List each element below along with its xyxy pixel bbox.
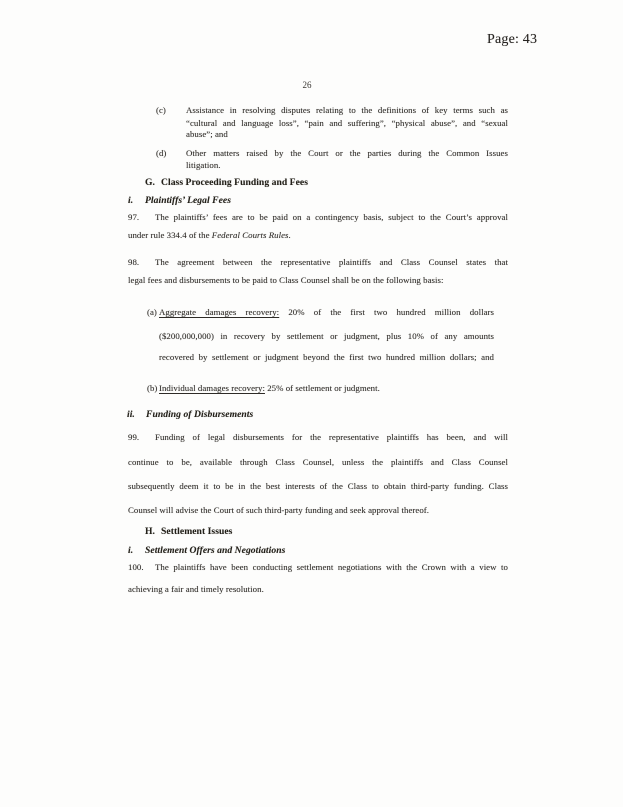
heading-h-title: Settlement Issues — [161, 526, 233, 537]
text-run: 20% of the first two hundred million dollars — [279, 307, 495, 317]
para-97-line-2 — [128, 229, 508, 242]
para-99-line-2: continue to be, available through Class Counsel, unless the plaintiffs and Class Counsel — [128, 457, 508, 467]
para-99-number: 99. — [128, 432, 140, 442]
heading-i1-label: i. — [128, 195, 134, 206]
item-b-marker: (b) — [147, 383, 158, 393]
item-c-line-1: Assistance in resolving disputes relating to the definitions of key terms such as — [186, 105, 508, 115]
underlined-text-run: Individual damages recovery: — [159, 383, 265, 393]
doc-page-number: 26 — [302, 80, 312, 90]
para-97-number: 97. — [128, 212, 140, 222]
heading-g-label: G. — [145, 177, 155, 188]
para-100-line-2: achieving a fair and timely resolution. — [128, 584, 264, 594]
heading-i2-label: i. — [128, 545, 134, 556]
text-run: 25% of settlement or judgment. — [264, 383, 380, 393]
para-98-number: 98. — [128, 257, 140, 267]
item-d-line-1: Other matters raised by the Court or the parties during the Common Issues — [186, 148, 508, 158]
para-99-line-4: Counsel will advise the Court of such third-party funding and seek approval thereof. — [128, 505, 430, 515]
text-run: under rule 334.4 of the — [128, 230, 212, 240]
heading-ii-label: ii. — [127, 409, 135, 420]
item-a-line-2: ($200,000,000) in recovery by settlement or judgment, plus 10% of any amounts — [159, 331, 494, 341]
item-d-line-2: litigation. — [186, 160, 221, 170]
item-d-marker: (d) — [156, 148, 167, 158]
item-c-marker: (c) — [156, 105, 166, 115]
item-b-line-1 — [159, 382, 380, 395]
para-99-line-3: subsequently deem it to be in the best interests of the Class to obtain third-party funding. Class — [128, 481, 508, 491]
para-99-line-1: Funding of legal disbursements for the representative plaintiffs has been, and will — [155, 432, 508, 442]
item-a-line-1 — [159, 306, 494, 319]
item-c-line-2: “cultural and language loss”, “pain and suffering”, “physical abuse”, and “sexual — [186, 118, 508, 128]
para-98-line-1: The agreement between the representative plaintiffs and Class Counsel states that — [155, 257, 508, 267]
heading-g-title: Class Proceeding Funding and Fees — [161, 177, 308, 188]
item-c-line-3: abuse”; and — [186, 129, 228, 139]
heading-i1-title: Plaintiffs’ Legal Fees — [145, 195, 232, 206]
item-a-line-3: recovered by settlement or judgment beyond the first two hundred million dollars; and — [159, 352, 494, 362]
heading-h-label: H. — [145, 526, 155, 537]
para-98-line-2: legal fees and disbursements to be paid to Class Counsel shall be on the following basis: — [128, 275, 444, 285]
heading-ii-title: Funding of Disbursements — [146, 409, 254, 420]
para-100-number: 100. — [128, 562, 144, 572]
text-run: . — [288, 230, 291, 240]
page-label: Page: 43 — [487, 32, 538, 47]
item-a-marker: (a) — [147, 307, 157, 317]
para-97-line-1: The plaintiffs’ fees are to be paid on a contingency basis, subject to the Court’s approval — [155, 212, 508, 222]
heading-i2-title: Settlement Offers and Negotiations — [145, 545, 286, 556]
para-100-line-1: The plaintiffs have been conducting settlement negotiations with the Crown with a view to — [155, 562, 508, 572]
underlined-text-run: Aggregate damages recovery: — [159, 307, 280, 317]
italic-text-run: Federal Courts Rules — [211, 230, 289, 240]
